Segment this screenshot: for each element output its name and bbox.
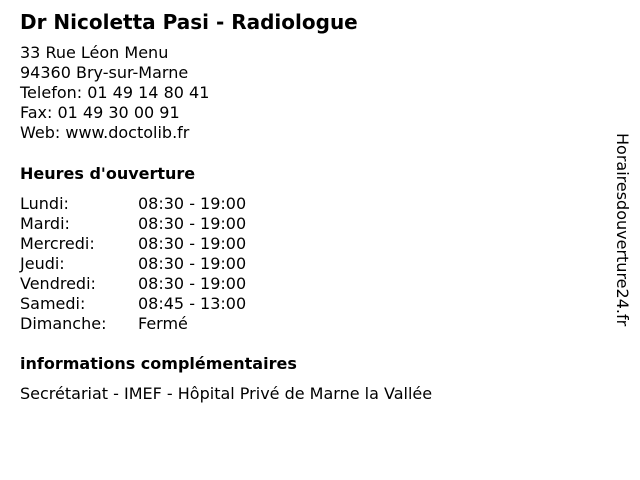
hours-row-lundi [20,194,246,214]
time-value: Fermé [138,314,188,333]
city-address: 94360 Bry-sur-Marne [20,63,189,82]
website: Web: www.doctolib.fr [20,123,190,142]
day-label: Vendredi: [20,274,96,293]
day-label: Jeudi: [20,254,65,273]
address-block [20,43,209,143]
hours-row-vendredi [20,274,246,294]
fax-number: Fax: 01 49 30 00 91 [20,103,180,122]
day-label: Lundi: [20,194,69,213]
time-value: 08:30 - 19:00 [138,254,247,273]
info-heading: informations complémentaires [20,354,297,373]
street-address: 33 Rue Léon Menu [20,43,169,62]
time-value: 08:30 - 19:00 [138,234,247,253]
day-label: Dimanche: [20,314,107,333]
hours-row-mercredi [20,234,246,254]
phone-number: Telefon: 01 49 14 80 41 [20,83,210,102]
hours-row-mardi [20,214,246,234]
time-value: 08:30 - 19:00 [138,274,247,293]
day-label: Samedi: [20,294,86,313]
page-title: Dr Nicoletta Pasi - Radiologue [20,10,358,34]
day-label: Mercredi: [20,234,95,253]
info-text: Secrétariat - IMEF - Hôpital Privé de Marne la Vallée [20,384,433,403]
time-value: 08:30 - 19:00 [138,214,247,233]
hours-row-jeudi [20,254,246,274]
hours-heading: Heures d'ouverture [20,164,196,183]
time-value: 08:30 - 19:00 [138,194,247,213]
hours-row-samedi [20,294,246,314]
time-value: 08:45 - 13:00 [138,294,247,313]
hours-table [20,194,246,334]
day-label: Mardi: [20,214,70,233]
site-watermark: Horairesdouverture24.fr [613,133,632,327]
hours-row-dimanche [20,314,246,334]
